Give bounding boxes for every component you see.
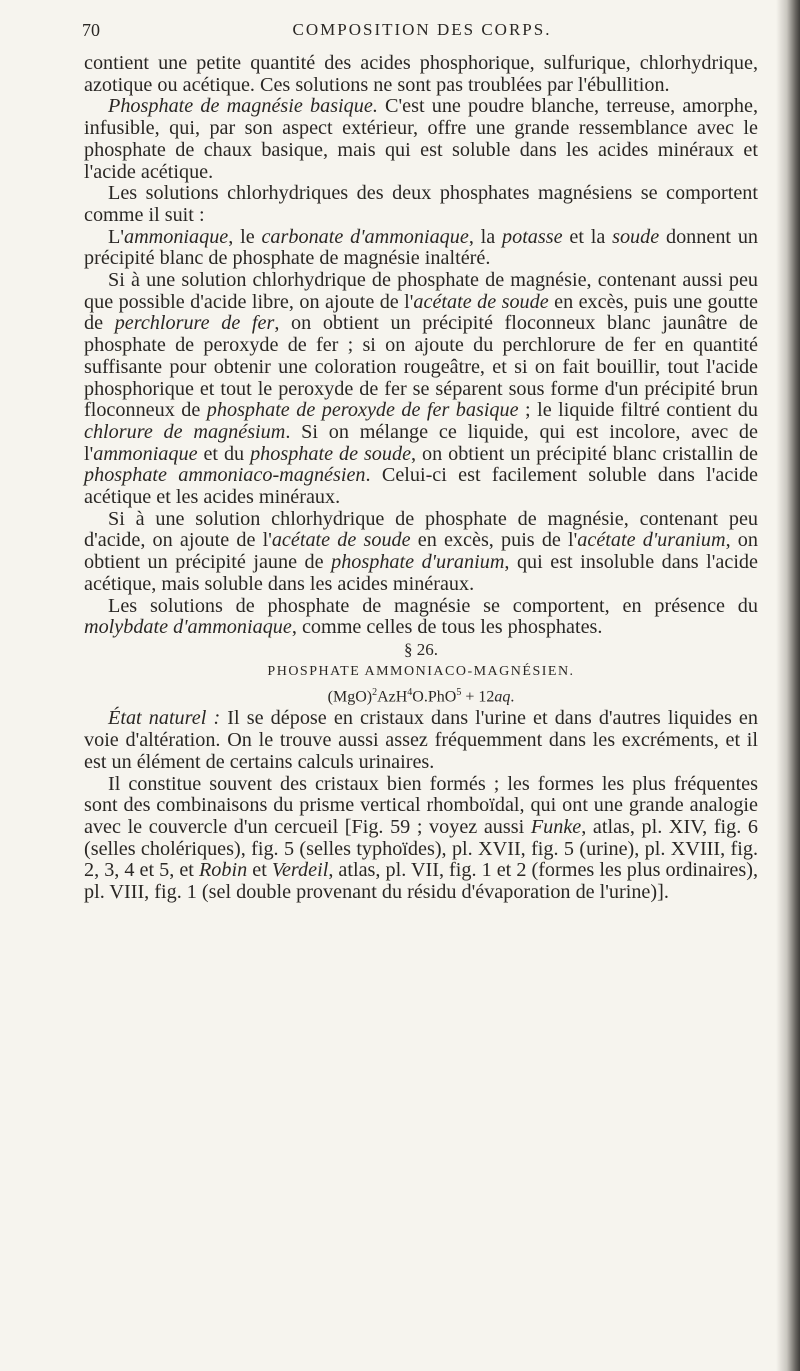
section-title: PHOSPHATE AMMONIACO-MAGNÉSIEN. xyxy=(267,663,575,679)
paragraph: Si à une solution chlorhydrique de phosphate de magnésie, contenant aussi peu que possible d'acide libre, on ajoute de l'acétate de soude en excès, puis une goutte de perchlorure de fer, on obtient un précipité floconneux blanc jaunâtre de phosphate de peroxyde de fer ; si on ajoute du perchlorure de fer en quantité suffisante pour obtenir une coloration rougeâtre, et si on fait bouillir, tout l'acide phosphorique et tout le peroxyde de fer se séparent sous forme d'un précipité brun floconneux de phosphate de peroxyde de fer basique ; le liquide filtré contient du chlorure de magnésium. Si on mélange ce liquide, qui est incolore, avec de l'ammoniaque et du phosphate de soude, on obtient un précipité blanc cristallin de phosphate ammoniaco-magnésien. Celui-ci est facilement soluble dans l'acide acétique et les acides minéraux. xyxy=(84,269,758,509)
paragraph-heading: État naturel : xyxy=(108,707,221,730)
section-number: § 26. xyxy=(404,639,438,659)
chemical-formula: (MgO)$^2$AzH$^4$O.PhO$^5$ + 12aq. xyxy=(327,687,515,706)
paragraph: Phosphate de magnésie basique. C'est une poudre blanche, terreuse, amorphe, infusible, qui, par son aspect extérieur, offre une grande ressemblance avec le phosphate de chaux basique, mais qui est soluble dans les acides minéraux et l'acide acétique. xyxy=(84,95,759,183)
page-number: 70 xyxy=(82,20,100,40)
page-header xyxy=(82,20,762,48)
page-edge-shadow xyxy=(776,0,800,1371)
body-text xyxy=(84,53,758,904)
running-head: COMPOSITION DES CORPS. xyxy=(292,20,552,39)
paragraph: Si à une solution chlorhydrique de phosphate de magnésie, contenant peu d'acide, on ajoute de l'acétate de soude en excès, puis de l'acétate d'uranium, on obtient un précipité jaune de phosphate d'uranium, qui est insoluble dans l'acide acétique, mais soluble dans les acides minéraux. xyxy=(84,507,758,595)
paragraph: État naturel : Il se dépose en cristaux dans l'urine et dans d'autres liquides en voie d'altération. On le trouve aussi assez fréquemment dans les excréments, et il est un élément de certains calculs urinaires. xyxy=(84,707,758,773)
paragraph: contient une petite quantité des acides phosphorique, sulfurique, chlorhydrique, azotique ou acétique. Ces solutions ne sont pas troublées par l'ébullition. xyxy=(84,52,758,96)
paragraph-heading: Phosphate de magnésie basique. xyxy=(108,95,378,118)
paragraph: Les solutions chlorhydriques des deux phosphates magnésiens se comportent comme il suit : xyxy=(84,182,758,226)
paragraph: Il constitue souvent des cristaux bien formés ; les formes les plus fréquentes sont des combinaisons du prisme vertical rhomboïdal, qui ont une grande analogie avec le couvercle d'un cercueil [Fig. 59 ; voyez aussi Funke, atlas, pl. XIV, fig. 6 (selles cholériques), fig. 5 (selles typhoïdes), pl. XVII, fig. 5 (urine), pl. XVIII, fig. 2, 3, 4 et 5, et Robin et Verdeil, atlas, pl. VII, fig. 1 et 2 (formes les plus ordinaires), pl. VIII, fig. 1 (sel double provenant du résidu d'évaporation de l'urine)]. xyxy=(84,772,758,904)
paragraph: Les solutions de phosphate de magnésie se comportent, en présence du molybdate d'ammoniaque, comme celles de tous les phosphates. xyxy=(84,594,758,639)
paragraph: L'ammoniaque, le carbonate d'ammoniaque, la potasse et la soude donnent un précipité blanc de phosphate de magnésie inaltéré. xyxy=(84,225,759,270)
